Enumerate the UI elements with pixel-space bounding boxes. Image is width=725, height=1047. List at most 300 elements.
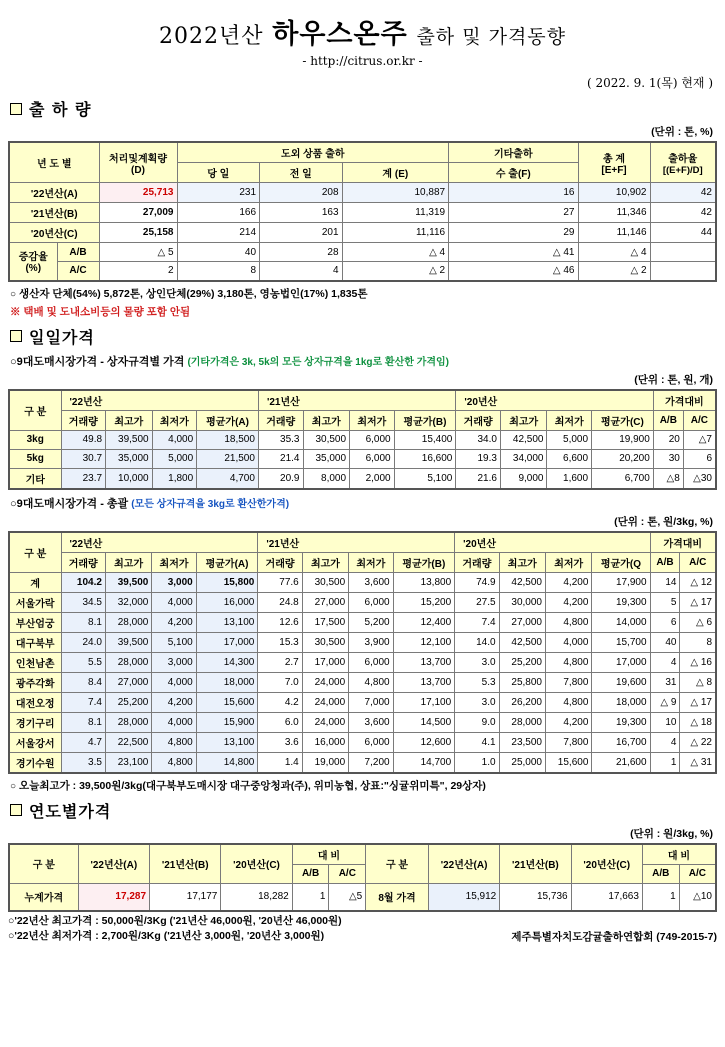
cell-low-21: 5,200 — [349, 612, 393, 632]
cell-ab: 6 — [650, 612, 680, 632]
subsection-heading-by-box — [10, 353, 717, 369]
cell-low-20: 15,600 — [545, 752, 591, 773]
cell-vol-22: 30.7 — [61, 449, 106, 468]
th-y20-right: '20년산(C) — [571, 844, 642, 884]
section1-unit: (단위 : 톤, %) — [651, 126, 713, 138]
square-bullet-icon — [10, 330, 22, 342]
cell-low-21: 7,000 — [349, 692, 393, 712]
cell-ac: △ 8 — [680, 672, 716, 692]
cell-avg-22: 14,300 — [196, 652, 258, 672]
cell-avg-22: 13,100 — [196, 732, 258, 752]
cell-high-21: 8,000 — [303, 468, 350, 489]
row-label: '22년산(A) — [9, 183, 99, 203]
yearly-price-table — [8, 843, 717, 913]
cell-avg-21: 14,500 — [393, 712, 455, 732]
cell-vol-20: 3.0 — [455, 692, 499, 712]
row-label: '20년산(C) — [9, 223, 99, 243]
table-row — [9, 632, 716, 652]
cell-low-20: 4,800 — [545, 652, 591, 672]
cell-vol-21: 1.4 — [258, 752, 302, 773]
cell-yesterday: 4 — [260, 262, 343, 281]
cell-sum: 11,319 — [342, 203, 449, 223]
cell-ac: 8 — [680, 632, 716, 652]
cell-vol-20: 5.3 — [455, 672, 499, 692]
row-label: 경기구리 — [9, 712, 61, 732]
row-label: 대전오정 — [9, 692, 61, 712]
th-ac: A/C — [680, 552, 716, 572]
th-low-20: 최저가 — [545, 552, 591, 572]
cell-low-21: 6,000 — [349, 652, 393, 672]
cell-low-21: 2,000 — [350, 468, 395, 489]
cell-low-21: 3,600 — [349, 572, 393, 592]
change-label-line1: 증감율 — [18, 252, 48, 264]
cell-low-21: 4,800 — [349, 672, 393, 692]
cell-low-22: 4,000 — [152, 430, 197, 449]
row-label-cumulative: 누계가격 — [9, 883, 78, 911]
cell-low-20: 7,800 — [545, 732, 591, 752]
th-y20-left: '20년산(C) — [221, 844, 292, 884]
table-row-change — [9, 262, 716, 281]
cell-low-22: 4,800 — [152, 732, 196, 752]
table-header-row — [9, 390, 716, 411]
th-rate-line1: 출하율 — [668, 153, 698, 165]
cell-export: △ 41 — [449, 243, 578, 262]
cell-vol-22: 8.1 — [61, 612, 105, 632]
th-low-21: 최저가 — [350, 410, 395, 430]
cell-low-22: 3,000 — [152, 652, 196, 672]
th-high-21: 최고가 — [302, 552, 348, 572]
th-volume-22: 거래량 — [61, 552, 105, 572]
th-avg-22: 평균가(A) — [197, 410, 259, 430]
cell-high-21: 24,000 — [302, 692, 348, 712]
cell-vol-20: 4.1 — [455, 732, 499, 752]
th-group-etc: 기타출하 — [449, 142, 578, 163]
row-label: 3kg — [9, 430, 61, 449]
cell-rate: 42 — [650, 203, 716, 223]
th-division-left: 구 분 — [9, 844, 78, 884]
cell-high-20: 30,000 — [499, 592, 545, 612]
table-row — [9, 592, 716, 612]
note-highest-price — [8, 914, 342, 929]
cell-high-22: 22,500 — [105, 732, 151, 752]
row-label: 경기수원 — [9, 752, 61, 773]
cell-ac: △ 18 — [680, 712, 716, 732]
table-row — [9, 712, 716, 732]
cell-ab: △ 9 — [650, 692, 680, 712]
section1-title: 출 하 량 — [29, 100, 92, 119]
cell-export: 16 — [449, 183, 578, 203]
cell-low-20: 4,000 — [545, 632, 591, 652]
table-header-row-2 — [9, 410, 716, 430]
cell-high-20: 42,500 — [500, 430, 547, 449]
circle-bullet-icon: ○ — [10, 780, 17, 792]
th-export: 수 출(F) — [449, 163, 578, 183]
report-date: ( 2022. 9. 1(목) 현재 ) — [586, 76, 713, 90]
cell-high-20: 27,000 — [499, 612, 545, 632]
cell-yesterday: 201 — [260, 223, 343, 243]
cell-avg-20: 19,300 — [592, 592, 650, 612]
cell-avg-22: 17,000 — [196, 632, 258, 652]
price-by-box-table — [8, 389, 717, 490]
cell-avg-22: 13,100 — [196, 612, 258, 632]
table-row — [9, 883, 716, 911]
cell-high-20: 42,500 — [499, 632, 545, 652]
table-row — [9, 672, 716, 692]
cell-high-20: 23,500 — [499, 732, 545, 752]
table-row — [9, 612, 716, 632]
cell-high-22: 25,200 — [105, 692, 151, 712]
cell-ab: 4 — [650, 732, 680, 752]
cell-high-22: 35,000 — [106, 449, 153, 468]
cell-high-20: 9,000 — [500, 468, 547, 489]
cell-vol-21: 12.6 — [258, 612, 302, 632]
th-y21-left: '21년산(B) — [150, 844, 221, 884]
cell-high-21: 24,000 — [302, 712, 348, 732]
subsection1-title: 9대도매시장가격 - 상자규격별 가격 — [16, 355, 185, 368]
th-year-2020: '20년산 — [456, 390, 653, 411]
row-label: 인천남촌 — [9, 652, 61, 672]
cell-vol-20: 1.0 — [455, 752, 499, 773]
row-label: 서울강서 — [9, 732, 61, 752]
cell-high-22: 28,000 — [105, 652, 151, 672]
cell-low-22: 1,800 — [152, 468, 197, 489]
cell-yesterday: 28 — [260, 243, 343, 262]
note-today-highest — [10, 778, 717, 793]
section-heading-shipment — [10, 97, 717, 120]
cell-avg-20: 21,600 — [592, 752, 650, 773]
cell-ab: 31 — [650, 672, 680, 692]
cell-plan: 27,009 — [99, 203, 177, 223]
document-footer — [8, 914, 717, 944]
th-high-22: 최고가 — [105, 552, 151, 572]
cell-high-22: 28,000 — [105, 712, 151, 732]
th-division: 구 분 — [9, 532, 61, 573]
cell-vol-20: 74.9 — [455, 572, 499, 592]
th-year-2020: '20년산 — [455, 532, 650, 553]
th-low-21: 최저가 — [349, 552, 393, 572]
cell-high-20: 28,000 — [499, 712, 545, 732]
row-label: 계 — [9, 572, 61, 592]
th-ac-right: A/C — [679, 864, 716, 883]
square-bullet-icon — [10, 804, 22, 816]
price-overall-table — [8, 531, 717, 774]
table-header-row — [9, 532, 716, 553]
row-label-month: 8월 가격 — [366, 883, 429, 911]
cell-vol-22: 24.0 — [61, 632, 105, 652]
circle-bullet-icon: ○ — [10, 497, 17, 510]
th-ab-left: A/B — [292, 864, 329, 883]
th-plan — [99, 142, 177, 183]
cell-vol-20: 21.6 — [456, 468, 501, 489]
cell-cum-ab: 1 — [292, 883, 329, 911]
circle-bullet-icon: ○ — [10, 288, 17, 300]
cell-low-21: 6,000 — [349, 592, 393, 612]
cell-low-20: 6,600 — [547, 449, 592, 468]
th-compare-left: 대 비 — [292, 844, 366, 865]
cell-high-20: 25,000 — [499, 752, 545, 773]
th-compare: 가격대비 — [650, 532, 716, 553]
section2-unit1: (단위 : 톤, 원, 개) — [634, 373, 713, 386]
change-label-line2: (%) — [25, 263, 42, 275]
th-ab: A/B — [653, 410, 683, 430]
th-high-20: 최고가 — [500, 410, 547, 430]
cell-vol-21: 24.8 — [258, 592, 302, 612]
cell-cum-20: 18,282 — [221, 883, 292, 911]
th-year-2022: '22년산 — [61, 390, 258, 411]
cell-today: 40 — [177, 243, 260, 262]
table-row — [9, 430, 716, 449]
note-lowest-price — [8, 929, 342, 944]
cell-yesterday: 208 — [260, 183, 343, 203]
table-row — [9, 449, 716, 468]
row-label: 5kg — [9, 449, 61, 468]
table-row — [9, 223, 716, 243]
th-volume-22: 거래량 — [61, 410, 106, 430]
cell-vol-22: 3.5 — [61, 752, 105, 773]
cell-ab: 10 — [650, 712, 680, 732]
th-high-22: 최고가 — [106, 410, 153, 430]
cell-ac: △ 16 — [680, 652, 716, 672]
cell-ac: △ 17 — [680, 592, 716, 612]
cell-avg-21: 17,100 — [393, 692, 455, 712]
cell-high-22: 23,100 — [105, 752, 151, 773]
shipment-table — [8, 141, 717, 282]
th-high-21: 최고가 — [303, 410, 350, 430]
th-year-2021: '21년산 — [258, 390, 455, 411]
table-header-row-2 — [9, 552, 716, 572]
cell-vol-22: 7.4 — [61, 692, 105, 712]
cell-vol-21: 7.0 — [258, 672, 302, 692]
document-title — [8, 12, 717, 51]
cell-today: 231 — [177, 183, 260, 203]
section3-unit: (단위 : 원/3kg, %) — [630, 827, 713, 840]
cell-avg-22: 15,900 — [196, 712, 258, 732]
cell-yesterday: 163 — [260, 203, 343, 223]
cell-avg-20: 19,900 — [592, 430, 654, 449]
cell-vol-21: 4.2 — [258, 692, 302, 712]
th-total-line2: [E+F] — [601, 164, 627, 176]
th-volume-21: 거래량 — [258, 410, 303, 430]
cell-avg-20: 17,000 — [592, 652, 650, 672]
cell-vol-22: 4.7 — [61, 732, 105, 752]
cell-low-20: 4,200 — [545, 712, 591, 732]
cell-avg-22: 18,000 — [196, 672, 258, 692]
th-year-2022: '22년산 — [61, 532, 258, 553]
cell-avg-22: 18,500 — [197, 430, 259, 449]
cell-ab: 1 — [650, 752, 680, 773]
cell-high-22: 39,500 — [106, 430, 153, 449]
row-label: 기타 — [9, 468, 61, 489]
table-row — [9, 652, 716, 672]
cell-total: △ 2 — [578, 262, 650, 281]
cell-today: 166 — [177, 203, 260, 223]
th-volume-20: 거래량 — [456, 410, 501, 430]
cell-low-20: 4,200 — [545, 572, 591, 592]
cell-vol-22: 5.5 — [61, 652, 105, 672]
change-label — [9, 243, 57, 281]
cell-sum: 11,116 — [342, 223, 449, 243]
cell-high-21: 17,000 — [302, 652, 348, 672]
cell-high-20: 34,000 — [500, 449, 547, 468]
section2-unit2: (단위 : 톤, 원/3kg, %) — [614, 515, 713, 528]
cell-vol-21: 35.3 — [258, 430, 303, 449]
cell-low-21: 6,000 — [350, 449, 395, 468]
th-rate — [650, 142, 716, 183]
row-label: A/C — [57, 262, 99, 281]
cell-avg-20: 20,200 — [592, 449, 654, 468]
row-label: A/B — [57, 243, 99, 262]
cell-high-21: 30,500 — [302, 632, 348, 652]
cell-ac: △ 22 — [680, 732, 716, 752]
th-low-22: 최저가 — [152, 552, 196, 572]
cell-high-22: 28,000 — [105, 612, 151, 632]
cell-ac: △ 17 — [680, 692, 716, 712]
cell-month-21: 15,736 — [500, 883, 571, 911]
th-avg-22: 평균가(A) — [196, 552, 258, 572]
th-avg-20: 평균가(C) — [592, 410, 654, 430]
cell-total: △ 4 — [578, 243, 650, 262]
title-sub: 출하 및 가격동향 — [416, 26, 567, 48]
subsection2-title: 9대도매시장가격 - 총괄 — [16, 497, 129, 510]
th-year-2021: '21년산 — [258, 532, 455, 553]
table-row — [9, 203, 716, 223]
note-highest-price-text: '22년산 최고가격 : 50,000원/3Kg ('21년산 46,000원, '20년산 46,000원) — [14, 915, 342, 927]
cell-avg-21: 14,700 — [393, 752, 455, 773]
cell-vol-20: 9.0 — [455, 712, 499, 732]
th-ac: A/C — [683, 410, 716, 430]
cell-ac: △7 — [683, 430, 716, 449]
cell-ab: △8 — [653, 468, 683, 489]
cell-vol-22: 34.5 — [61, 592, 105, 612]
table-row — [9, 468, 716, 489]
cell-low-22: 4,000 — [152, 672, 196, 692]
th-sum: 계 (E) — [342, 163, 449, 183]
cell-avg-20: 19,300 — [592, 712, 650, 732]
cell-vol-20: 34.0 — [456, 430, 501, 449]
cell-avg-21: 13,700 — [393, 672, 455, 692]
cell-low-21: 6,000 — [349, 732, 393, 752]
cell-rate — [650, 262, 716, 281]
cell-low-20: 4,200 — [545, 592, 591, 612]
row-label: '21년산(B) — [9, 203, 99, 223]
cell-high-21: 30,500 — [303, 430, 350, 449]
cell-vol-22: 23.7 — [61, 468, 106, 489]
th-volume-20: 거래량 — [455, 552, 499, 572]
cell-vol-22: 104.2 — [61, 572, 105, 592]
cell-low-22: 4,200 — [152, 612, 196, 632]
note-producer-groups — [10, 286, 717, 301]
cell-avg-21: 12,400 — [393, 612, 455, 632]
th-year-division: 년 도 별 — [9, 142, 99, 183]
th-low-22: 최저가 — [152, 410, 197, 430]
cell-avg-21: 13,700 — [393, 652, 455, 672]
table-row — [9, 752, 716, 773]
cell-avg-20: 18,000 — [592, 692, 650, 712]
cell-avg-21: 15,400 — [394, 430, 456, 449]
table-header-row — [9, 844, 716, 865]
cell-month-ac: △10 — [679, 883, 716, 911]
subsection-heading-overall — [10, 495, 717, 511]
cell-plan: 2 — [99, 262, 177, 281]
cell-total: 11,346 — [578, 203, 650, 223]
cell-export: 29 — [449, 223, 578, 243]
cell-plan: 25,713 — [99, 183, 177, 203]
cell-ac: △ 12 — [680, 572, 716, 592]
cell-vol-21: 21.4 — [258, 449, 303, 468]
cell-ac: △ 31 — [680, 752, 716, 773]
th-compare-right: 대 비 — [642, 844, 716, 865]
cell-high-22: 10,000 — [106, 468, 153, 489]
cell-month-ab: 1 — [642, 883, 679, 911]
cell-low-22: 4,200 — [152, 692, 196, 712]
subsection2-note: (모든 상자규격을 3kg로 환산한가격) — [131, 498, 290, 510]
cell-avg-22: 4,700 — [197, 468, 259, 489]
title-main: 하우스온주 — [272, 19, 408, 50]
row-label: 부산엄궁 — [9, 612, 61, 632]
cell-low-21: 6,000 — [350, 430, 395, 449]
cell-plan: 25,158 — [99, 223, 177, 243]
cell-avg-20: 15,700 — [592, 632, 650, 652]
cell-vol-20: 7.4 — [455, 612, 499, 632]
cell-avg-21: 13,800 — [393, 572, 455, 592]
table-row — [9, 732, 716, 752]
cell-vol-22: 49.8 — [61, 430, 106, 449]
cell-month-22: 15,912 — [428, 883, 499, 911]
cell-avg-21: 12,100 — [393, 632, 455, 652]
th-avg-21: 평균가(B) — [393, 552, 455, 572]
section-heading-daily-price — [10, 325, 717, 348]
cell-low-22: 3,000 — [152, 572, 196, 592]
cell-high-22: 39,500 — [105, 572, 151, 592]
footer-notes — [8, 914, 342, 944]
cell-vol-21: 20.9 — [258, 468, 303, 489]
table-row-change — [9, 243, 716, 262]
cell-total: 10,902 — [578, 183, 650, 203]
cell-ab: 14 — [650, 572, 680, 592]
cell-low-22: 4,800 — [152, 752, 196, 773]
cell-vol-21: 3.6 — [258, 732, 302, 752]
cell-low-22: 5,100 — [152, 632, 196, 652]
section2-title: 일일가격 — [29, 327, 95, 347]
th-plan-line1: 처리및계획량 — [109, 153, 167, 165]
subsection1-note: (기타가격은 3k, 5k의 모든 상자규격을 1kg로 환산한 가격임) — [187, 356, 450, 368]
th-ab: A/B — [650, 552, 680, 572]
cell-sum: 10,887 — [342, 183, 449, 203]
th-ab-right: A/B — [642, 864, 679, 883]
table-row — [9, 572, 716, 592]
cell-low-20: 1,600 — [547, 468, 592, 489]
th-y22-right: '22년산(A) — [428, 844, 499, 884]
th-low-20: 최저가 — [547, 410, 592, 430]
cell-high-20: 26,200 — [499, 692, 545, 712]
circle-bullet-icon: ○ — [10, 355, 17, 368]
cell-ab: 20 — [653, 430, 683, 449]
th-volume-21: 거래량 — [258, 552, 302, 572]
cell-export: 27 — [449, 203, 578, 223]
square-bullet-icon — [10, 103, 22, 115]
th-division: 구 분 — [9, 390, 61, 431]
th-y22-left: '22년산(A) — [78, 844, 149, 884]
cell-high-21: 30,500 — [302, 572, 348, 592]
cell-avg-21: 16,600 — [394, 449, 456, 468]
cell-avg-22: 15,600 — [196, 692, 258, 712]
cell-avg-20: 14,000 — [592, 612, 650, 632]
section-heading-yearly-price — [10, 799, 717, 822]
th-plan-line2: (D) — [131, 164, 145, 176]
cell-vol-21: 15.3 — [258, 632, 302, 652]
cell-sum: △ 4 — [342, 243, 449, 262]
cell-today: 214 — [177, 223, 260, 243]
